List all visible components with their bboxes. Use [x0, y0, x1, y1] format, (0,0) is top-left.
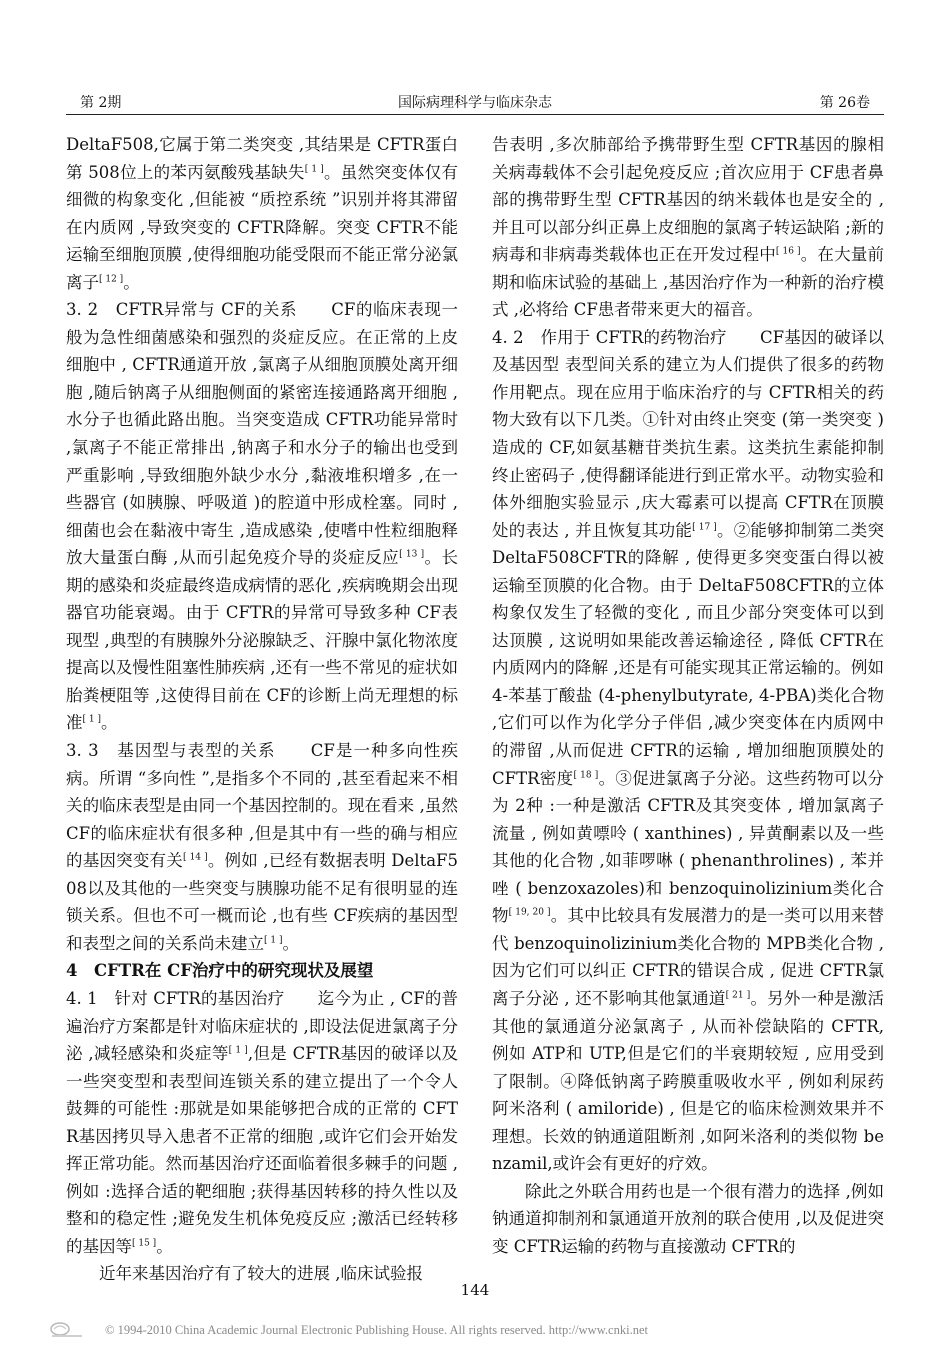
citation: [ 1 ] [304, 164, 324, 175]
page-number: 144 [460, 1281, 490, 1299]
citation: [ 13 ] [399, 549, 425, 560]
citation: [ 1 ] [82, 714, 101, 725]
section-3-3: 3. 3 基因型与表型的关系 CF是一种多向性疾病。所谓 “多向性 ”,是指多个不同的 ,甚至看起来不相关的临床表型是由同一个基因控制的。现在看来 ,虽然 CF的临床症状有很多种 ,但是其中有一些的确与相应的基因突变有关[ 14 ]。例如 ,已经有数据表明 DeltaF508以及其他的一些突变与胰腺功能不足有很明显的连锁关系。但也不可一概而论 ,也有些 CF疾病的基因型和表型之间的关系尚未建立[ 1 ]。 [66, 741, 458, 953]
paragraph: 除此之外联合用药也是一个很有潜力的选择 ,例如钠通道抑制剂和氯通道开放剂的联合使用 ,以及促进突变 CFTR运输的药物与直接激动 CFTR的 [492, 1181, 884, 1256]
citation: [ 1 ] [228, 1045, 248, 1056]
section-4-heading: 4 CFTR在 CF治疗中的研究现状及展望 [66, 961, 374, 981]
paragraph: DeltaF508,它属于第二类突变 ,其结果是 CFTR蛋白第 508位上的苯丙氨酸残基缺失[ 1 ]。虽然突变体仅有细微的构象变化 ,但能被 “质控系统 ”识别并将其滞留在内质网 ,导致突变的 CFTR降解。突变 CFTR不能运输至细胞顶膜 ,使得细胞功能受限而不能正常分泌氯离子[ 12 ]。 [66, 135, 458, 292]
citation: [ 15 ] [132, 1238, 157, 1249]
issue-label: 第 2期 [80, 95, 122, 111]
citation: [ 12 ] [99, 274, 124, 285]
section-3-2: 3. 2 CFTR异常与 CF的关系 CF的临床表现一般为急性细菌感染和强烈的炎症反应。在正常的上皮细胞中 , CFTR通道开放 ,氯离子从细胞顶膜处离开细胞 ,随后钠离子从细胞侧面的紧密连接通路离开细胞 ,水分子也循此路出胞。当突变造成 CFTR功能异常时 ,氯离子不能正常排出 ,钠离子和水分子的输出也受到严重影响 ,导致细胞外缺少水分 ,黏液堆积增多 ,在一些器官 (如胰腺、呼吸道 )的腔道中形成栓塞。同时 ,细菌也会在黏液中寄生 ,造成感染 ,使嗜中性粒细胞释放大量蛋白酶 ,从而引起免疫介导的炎症反应[ 13 ]。长期的感染和炎症最终造成病情的恶化 ,疾病晚期会出现器官功能衰竭。由于 CFTR的异常可导致多种 CF表现型 ,典型的有胰腺外分泌腺缺乏、汗腺中氯化物浓度提高以及慢性阻塞性肺疾病 ,还有一些不常见的症状如胎粪梗阻等 ,这使得目前在 CF的诊断上尚无理想的标准[ 1 ]。 [66, 300, 458, 733]
section-heading: 4. 1 针对 CFTR的基因治疗 [66, 988, 285, 1008]
citation: [ 16 ] [775, 246, 801, 257]
citation: [ 19, 20 ] [508, 907, 551, 918]
copyright-text: © 1994-2010 China Academic Journal Electronic Publishing House. All rights reserved. http://www.cnki.net [105, 1323, 648, 1337]
citation: [ 14 ] [182, 852, 208, 863]
footer [0, 1321, 950, 1341]
section-heading: 3. 2 CFTR异常与 CF的关系 [66, 300, 298, 320]
running-header [66, 88, 884, 115]
section-heading: 3. 3 基因型与表型的关系 [66, 741, 276, 761]
left-column [66, 131, 458, 1288]
citation: [ 21 ] [725, 990, 751, 1001]
paragraph: 告表明 ,多次肺部给予携带野生型 CFTR基因的腺相关病毒载体不会引起免疫反应 ;首次应用于 CF患者鼻部的携带野生型 CFTR基因的纳米载体也是安全的 ,并且可以部分纠正鼻上皮细胞的氯离子转运缺陷 ;新的病毒和非病毒类载体也正在开发过程中[ 16 ]。在大量前期和临床试验的基础上 ,基因治疗作为一种新的治疗模式 ,必将给 CF患者带来更大的福音。 [492, 135, 885, 320]
section-4-2: 4. 2 作用于 CFTR的药物治疗 CF基因的破译以及基因型 表型间关系的建立为人们提供了很多的药物作用靶点。现在应用于临床治疗的与 CFTR相关的药物大致有以下几类。①针对由终止突变 (第一类突变 )造成的 CF,如氨基糖苷类抗生素。这类抗生素能抑制终止密码子 ,使得翻译能进行到正常水平。动物实验和体外细胞实验显示 ,庆大霉素可以提高 CFTR在顶膜处的表达 , 并且恢复其功能[ 17 ]。②能够抑制第二类突 DeltaF508CFTR的降解 , 使得更多突变蛋白得以被运输至顶膜的化合物。由于 DeltaF508CFTR的立体构象仅发生了轻微的变化 , 而且少部分突变体可以到达顶膜 , 这说明如果能改善运输途径 , 降低 CFTR在内质网内的降解 ,还是有可能实现其正常运输的。例如 4-苯基丁酸盐 (4-phenylbutyrate, 4-PBA)类化合物 ,它们可以作为化学分子伴侣 ,减少突变体在内质网中的滞留 ,从而促进 CFTR的运输 , 增加细胞顶膜处的 CFTR密度[ 18 ]。③促进氯离子分泌。这些药物可以分为 2种 :一种是激活 CFTR及其突变体 , 增加氯离子流量 , 例如黄嘌呤 ( xanthines) , 异黄酮素以及一些其他的化合物 ,如菲啰啉 ( phenanthrolines) , 苯并唑 ( benzoxazoles)和 benzoquinolizinium类化合物[ 19, 20 ]。其中比较具有发展潜力的是一类可以用来替代 benzoquinolizinium类化合物的 MPB类化合物 , 因为它们可以纠正 CFTR的错误合成 , 促进 CFTR氯离子分泌 , 还不影响其他氯通道[ 21 ]。另外一种是激活其他的氯通道分泌氯离子 , 从而补偿缺陷的 CFTR, 例如 ATP和 UTP,但是它们的半衰期较短 , 应用受到了限制。④降低钠离子跨膜重吸收水平 , 例如利尿药阿米洛利 ( amiloride) , 但是它的临床检测效果并不理想。长效的钠通道阻断剂 ,如阿米洛利的类似物 benzamil,或许会有更好的疗效。 [492, 327, 885, 1174]
section-heading: 4. 2 作用于 CFTR的药物治疗 [492, 327, 727, 347]
citation: [ 17 ] [692, 522, 717, 533]
paragraph: 近年来基因治疗有了较大的进展 ,临床试验报 [99, 1264, 423, 1284]
journal-title: 国际病理科学与临床杂志 [398, 95, 552, 111]
right-column [492, 131, 884, 1260]
volume-label: 第 26卷 [819, 95, 870, 111]
cnki-logo-icon [48, 1321, 90, 1339]
citation: [ 1 ] [264, 935, 283, 946]
section-4-1: 4. 1 针对 CFTR的基因治疗 迄今为止 , CF的普遍治疗方案都是针对临床症状的 ,即设法促进氯离子分泌 ,减轻感染和炎症等[ 1 ],但是 CFTR基因的破译以及一些突变型和表型间连锁关系的建立提出了一个令人鼓舞的可能性 :那就是如果能够把合成的正常的 CFTR基因拷贝导入患者不正常的细胞 ,或许它们会开始发挥正常功能。然而基因治疗还面临着很多棘手的问题 ,例如 :选择合适的靶细胞 ;获得基因转移的持久性以及整和的稳定性 ;避免发生机体免疫反应 ;激活已经转移的基因等[ 15 ]。 [66, 988, 458, 1256]
citation: [ 18 ] [573, 770, 599, 781]
